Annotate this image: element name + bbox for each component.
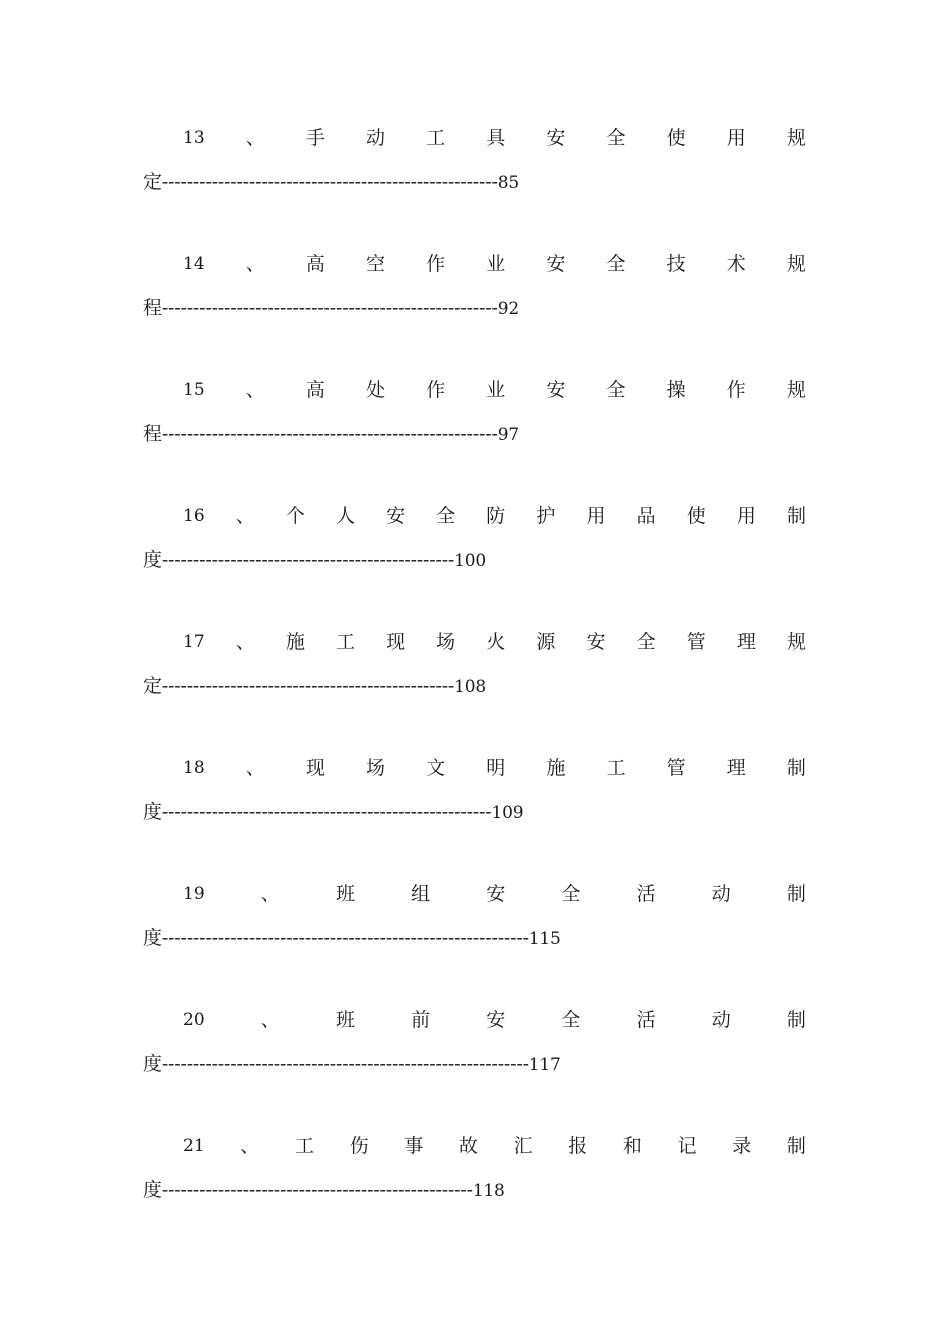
toc-entry-title-char: 事 bbox=[404, 1135, 424, 1157]
toc-entry-title-char: 现 bbox=[305, 757, 325, 779]
toc-entry-title-char: 制 bbox=[786, 757, 806, 779]
toc-entry-continuation-line bbox=[143, 1052, 561, 1077]
toc-entry-title-char: 全 bbox=[561, 1009, 581, 1031]
toc-entry-title-char: 施 bbox=[546, 757, 566, 779]
toc-entry-title-char: 现 bbox=[386, 631, 406, 653]
toc-entry-title-char: 高 bbox=[305, 253, 325, 275]
toc-entry-title-char: 业 bbox=[486, 379, 506, 401]
toc-entry bbox=[143, 1124, 806, 1250]
toc-entry-number: 20 bbox=[183, 1010, 205, 1030]
toc-entry-title-char: 防 bbox=[486, 505, 506, 527]
toc-entry-title-char: 明 bbox=[486, 757, 506, 779]
toc-entry-heading-line bbox=[183, 1008, 806, 1032]
toc-entry-separator: 、 bbox=[235, 631, 255, 653]
toc-entry-dot-leader: ------------------------------------------------------ bbox=[161, 423, 498, 445]
toc-entry-title-char: 用 bbox=[726, 127, 746, 149]
toc-entry-title-char: 管 bbox=[686, 631, 706, 653]
toc-entry-page-number: 117 bbox=[528, 1055, 561, 1075]
toc-entry bbox=[143, 242, 806, 368]
toc-entry-number: 19 bbox=[183, 884, 205, 904]
toc-entry-heading-line bbox=[183, 126, 806, 150]
toc-entry-title-char: 全 bbox=[436, 505, 456, 527]
toc-entry-continuation-line bbox=[143, 296, 519, 321]
toc-entry-title-char: 前 bbox=[411, 1009, 431, 1031]
toc-entry-heading-line bbox=[183, 882, 806, 906]
toc-entry-page-number: 97 bbox=[497, 425, 519, 445]
toc-entry-dot-leader: ----------------------------------------------------- bbox=[161, 801, 492, 823]
toc-entry-title-char: 汇 bbox=[513, 1135, 533, 1157]
toc-entry-heading-line bbox=[183, 252, 806, 276]
toc-entry-title-char: 空 bbox=[366, 253, 386, 275]
toc-entry-title-char: 规 bbox=[786, 253, 806, 275]
toc-entry-title-char: 动 bbox=[711, 1009, 731, 1031]
toc-entry-number: 16 bbox=[183, 506, 205, 526]
toc-entry-title-char: 场 bbox=[366, 757, 386, 779]
toc-entry-separator: 、 bbox=[245, 379, 265, 401]
toc-entry-title-last-char: 定 bbox=[143, 675, 162, 697]
toc-entry-title-char: 理 bbox=[726, 757, 746, 779]
toc-entry-title-char: 用 bbox=[736, 505, 756, 527]
toc-entry-number: 17 bbox=[183, 632, 205, 652]
toc-entry-title-char: 伤 bbox=[349, 1135, 369, 1157]
toc-entry-heading-line bbox=[183, 756, 806, 780]
toc-entry-title-char: 工 bbox=[426, 127, 446, 149]
toc-entry bbox=[143, 620, 806, 746]
toc-entry-title-char: 全 bbox=[636, 631, 656, 653]
toc-entry-title-char: 手 bbox=[305, 127, 325, 149]
toc-entry-title-last-char: 度 bbox=[143, 1053, 162, 1075]
toc-entry-title-char: 记 bbox=[677, 1135, 697, 1157]
toc-entry-title-char: 技 bbox=[666, 253, 686, 275]
toc-entry-heading-line bbox=[183, 504, 806, 528]
toc-entry-page-number: 109 bbox=[491, 803, 524, 823]
toc-entry-title-char: 安 bbox=[546, 127, 566, 149]
toc-entry-separator: 、 bbox=[245, 253, 265, 275]
toc-entry-title-char: 制 bbox=[786, 1009, 806, 1031]
toc-entry-title-char: 具 bbox=[486, 127, 506, 149]
toc-entry-title-char: 动 bbox=[366, 127, 386, 149]
toc-entry-title-char: 录 bbox=[732, 1135, 752, 1157]
table-of-contents bbox=[143, 116, 806, 1250]
toc-entry-continuation-line bbox=[143, 422, 519, 447]
toc-entry-title-last-char: 程 bbox=[143, 297, 162, 319]
toc-entry-dot-leader: ------------------------------------------------------ bbox=[161, 297, 498, 319]
toc-entry-title-char: 制 bbox=[786, 883, 806, 905]
toc-entry-title-char: 使 bbox=[686, 505, 706, 527]
toc-entry-title-char: 安 bbox=[486, 883, 506, 905]
toc-entry bbox=[143, 116, 806, 242]
toc-entry-title-char: 全 bbox=[606, 127, 626, 149]
toc-entry-page-number: 100 bbox=[454, 551, 487, 571]
toc-entry-title-last-char: 度 bbox=[143, 549, 162, 571]
toc-entry-number: 15 bbox=[183, 380, 205, 400]
toc-entry-page-number: 92 bbox=[497, 299, 519, 319]
toc-entry-title-char: 高 bbox=[305, 379, 325, 401]
toc-entry-title-char: 全 bbox=[606, 379, 626, 401]
toc-entry-title-char: 制 bbox=[786, 1135, 806, 1157]
toc-entry-separator: 、 bbox=[240, 1135, 260, 1157]
toc-entry-page-number: 115 bbox=[528, 929, 561, 949]
toc-entry-title-char: 规 bbox=[786, 379, 806, 401]
toc-entry-title-char: 用 bbox=[586, 505, 606, 527]
toc-entry-title-char: 管 bbox=[666, 757, 686, 779]
toc-entry-title-char: 场 bbox=[436, 631, 456, 653]
toc-entry-continuation-line bbox=[143, 926, 561, 951]
toc-entry-title-char: 制 bbox=[786, 505, 806, 527]
toc-entry-page-number: 118 bbox=[472, 1181, 505, 1201]
toc-entry-number: 13 bbox=[183, 128, 205, 148]
toc-entry-title-char: 源 bbox=[536, 631, 556, 653]
toc-entry-title-char: 故 bbox=[458, 1135, 478, 1157]
toc-entry-title-char: 火 bbox=[486, 631, 506, 653]
toc-entry-title-char: 工 bbox=[294, 1135, 314, 1157]
toc-entry-title-char: 和 bbox=[622, 1135, 642, 1157]
toc-entry-title-char: 组 bbox=[411, 883, 431, 905]
toc-entry-heading-line bbox=[183, 630, 806, 654]
toc-entry-dot-leader: ----------------------------------------------- bbox=[161, 675, 455, 697]
toc-entry-title-char: 规 bbox=[786, 127, 806, 149]
toc-entry-title-char: 文 bbox=[426, 757, 446, 779]
toc-entry-title-last-char: 定 bbox=[143, 171, 162, 193]
toc-entry-title-last-char: 度 bbox=[143, 927, 162, 949]
toc-entry-number: 18 bbox=[183, 758, 205, 778]
toc-entry-title-char: 操 bbox=[666, 379, 686, 401]
toc-entry-separator: 、 bbox=[245, 757, 265, 779]
toc-entry-title-char: 安 bbox=[386, 505, 406, 527]
toc-entry-heading-line bbox=[183, 1134, 806, 1158]
toc-entry bbox=[143, 746, 806, 872]
toc-entry-title-char: 班 bbox=[335, 883, 355, 905]
toc-entry-dot-leader: ----------------------------------------------- bbox=[161, 549, 455, 571]
toc-entry-dot-leader: -------------------------------------------------- bbox=[161, 1179, 473, 1201]
toc-entry-title-char: 作 bbox=[426, 379, 446, 401]
toc-entry-title-char: 使 bbox=[666, 127, 686, 149]
toc-entry-title-char: 品 bbox=[636, 505, 656, 527]
toc-entry-title-last-char: 程 bbox=[143, 423, 162, 445]
toc-entry bbox=[143, 494, 806, 620]
toc-entry-title-char: 动 bbox=[711, 883, 731, 905]
toc-entry-title-char: 规 bbox=[786, 631, 806, 653]
toc-entry-continuation-line bbox=[143, 800, 523, 825]
toc-entry-title-char: 理 bbox=[736, 631, 756, 653]
toc-entry-title-char: 活 bbox=[636, 883, 656, 905]
toc-entry-title-last-char: 度 bbox=[143, 1179, 162, 1201]
toc-entry-heading-line bbox=[183, 378, 806, 402]
toc-entry-title-char: 作 bbox=[726, 379, 746, 401]
toc-entry-dot-leader: ----------------------------------------------------------- bbox=[161, 927, 529, 949]
toc-entry-page-number: 85 bbox=[497, 173, 519, 193]
toc-entry-separator: 、 bbox=[260, 883, 280, 905]
toc-entry-separator: 、 bbox=[245, 127, 265, 149]
toc-entry-continuation-line bbox=[143, 548, 486, 573]
toc-entry bbox=[143, 998, 806, 1124]
toc-entry-title-char: 术 bbox=[726, 253, 746, 275]
toc-entry-separator: 、 bbox=[235, 505, 255, 527]
toc-entry-title-last-char: 度 bbox=[143, 801, 162, 823]
toc-entry-separator: 、 bbox=[260, 1009, 280, 1031]
toc-entry-title-char: 护 bbox=[536, 505, 556, 527]
toc-entry-title-char: 作 bbox=[426, 253, 446, 275]
toc-entry-title-char: 安 bbox=[546, 253, 566, 275]
toc-entry bbox=[143, 368, 806, 494]
toc-entry-title-char: 处 bbox=[366, 379, 386, 401]
toc-entry-title-char: 人 bbox=[335, 505, 355, 527]
toc-entry-number: 14 bbox=[183, 254, 205, 274]
toc-entry-title-char: 安 bbox=[486, 1009, 506, 1031]
toc-entry-number: 21 bbox=[183, 1136, 205, 1156]
toc-entry-continuation-line bbox=[143, 674, 486, 699]
toc-entry-dot-leader: ------------------------------------------------------ bbox=[161, 171, 498, 193]
toc-entry-title-char: 报 bbox=[568, 1135, 588, 1157]
toc-entry-title-char: 个 bbox=[285, 505, 305, 527]
toc-entry-title-char: 班 bbox=[335, 1009, 355, 1031]
toc-entry-title-char: 安 bbox=[586, 631, 606, 653]
toc-entry-title-char: 活 bbox=[636, 1009, 656, 1031]
toc-entry-title-char: 全 bbox=[561, 883, 581, 905]
toc-entry-title-char: 工 bbox=[606, 757, 626, 779]
toc-entry-title-char: 全 bbox=[606, 253, 626, 275]
toc-entry bbox=[143, 872, 806, 998]
toc-entry-continuation-line bbox=[143, 1178, 505, 1203]
toc-entry-continuation-line bbox=[143, 170, 519, 195]
toc-entry-title-char: 施 bbox=[285, 631, 305, 653]
toc-entry-page-number: 108 bbox=[454, 677, 487, 697]
toc-entry-dot-leader: ----------------------------------------------------------- bbox=[161, 1053, 529, 1075]
toc-entry-title-char: 业 bbox=[486, 253, 506, 275]
toc-entry-title-char: 工 bbox=[335, 631, 355, 653]
toc-entry-title-char: 安 bbox=[546, 379, 566, 401]
